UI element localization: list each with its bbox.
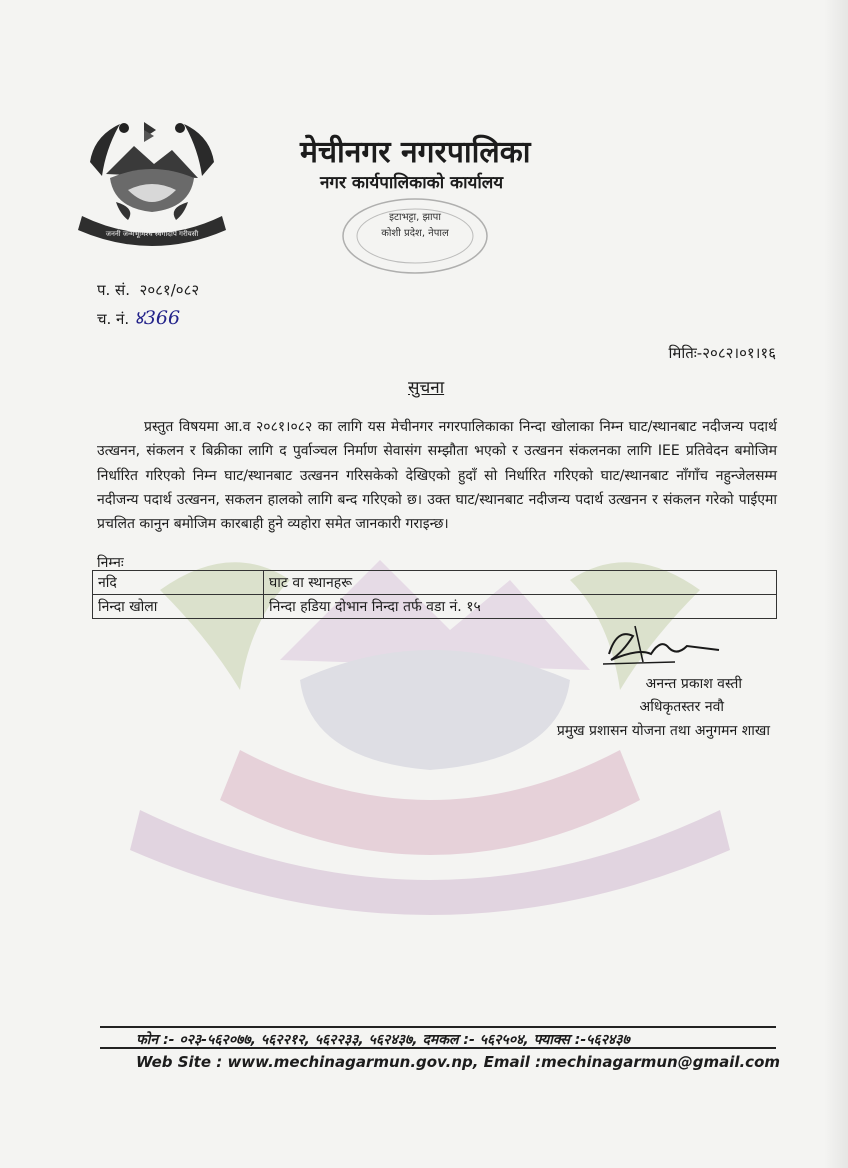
signatory-division: प्रमुख प्रशासन योजना तथा अनुगमन शाखा <box>556 723 770 739</box>
ps-value: २०८१/०८२ <box>139 281 200 299</box>
table-header-row <box>93 571 777 595</box>
footer-rule-bottom <box>100 1047 776 1049</box>
reference-ps <box>97 280 199 300</box>
ghat-table <box>92 570 777 619</box>
reference-cn <box>97 304 180 330</box>
notice-title: सुचना <box>408 378 445 398</box>
stamp-line-1: इटाभट्टा, झापा <box>389 212 441 223</box>
stamp-line-2: कोशी प्रदेश, नेपाल <box>381 228 449 239</box>
cn-value: ४366 <box>133 307 181 329</box>
table-cell-river: निन्दा खोला <box>93 595 264 619</box>
signatory-name: अनन्त प्रकाश वस्ती <box>645 676 742 692</box>
footer-rule-top <box>100 1026 776 1028</box>
list-label: निम्नः <box>97 555 124 571</box>
office-stamp <box>340 196 490 276</box>
footer-web: Web Site : www.mechinagarmun.gov.np, Email :mechinagarmun@gmail.com <box>136 1053 781 1071</box>
emblem-motto: जननी जन्मभूमिश्च स्वर्गादपि गरीयसी <box>105 230 199 238</box>
page-edge-shadow <box>824 0 848 1168</box>
table-header-river: नदि <box>93 571 264 595</box>
notice-body: प्रस्तुत विषयमा आ.व २०८१।०८२ का लागि यस मेचीनगर नगरपालिकाका निन्दा खोलाका निम्न घाट/स्थानबाट नदीजन्य पदार्थ उत्खनन, संकलन र बिक्रीका लागि द पुर्वाञ्चल निर्माण सेवासंग सम्झौता भएको र उत्खनन संकलनका लागि IEE प्रतिवेदन बमोजिम निर्धारित गरिएको निम्न घाट/स्थानबाट उत्खनन गरिसकेको देखिएको हुदाँ सो निर्धारित गरिएको घाट/स्थानबाट नाँगाँच नहुन्जेलसम्म नदीजन्य पदार्थ उत्खनन, सकलन हालको लागि बन्द गरिएको छ। उक्त घाट/स्थानबाट नदीजन्य पदार्थ उत्खनन र संकलन गरेको पाईएमा प्रचलित कानुन बमोजिम कारबाही हुने व्यहोरा समेत जानकारी गराइन्छ। <box>97 419 777 533</box>
office-name: नगर कार्यपालिकाको कार्यालय <box>320 173 504 193</box>
notice-date: मितिः-२०८२।०१।१६ <box>668 344 776 362</box>
signatory-post: अधिकृतस्तर नवौ <box>639 699 724 715</box>
signature <box>595 618 725 674</box>
cn-label: च. नं. <box>97 310 130 328</box>
table-row <box>93 595 777 619</box>
table-header-ghat: घाट वा स्थानहरू <box>264 571 777 595</box>
government-emblem-icon <box>76 112 228 248</box>
ps-label: प. सं. <box>97 281 130 299</box>
footer-contact: फोन :- ०२३-५६२०७७, ५६२२१२, ५६२२३३, ५६२४३७, दमकल :- ५६२५०४, फ्याक्स :-५६२४३७ <box>136 1032 630 1048</box>
organization-name: मेचीनगर नगरपालिका <box>300 135 531 170</box>
table-cell-ghat: निन्दा हडिया दोभान निन्दा तर्फ वडा नं. १५ <box>264 595 777 619</box>
